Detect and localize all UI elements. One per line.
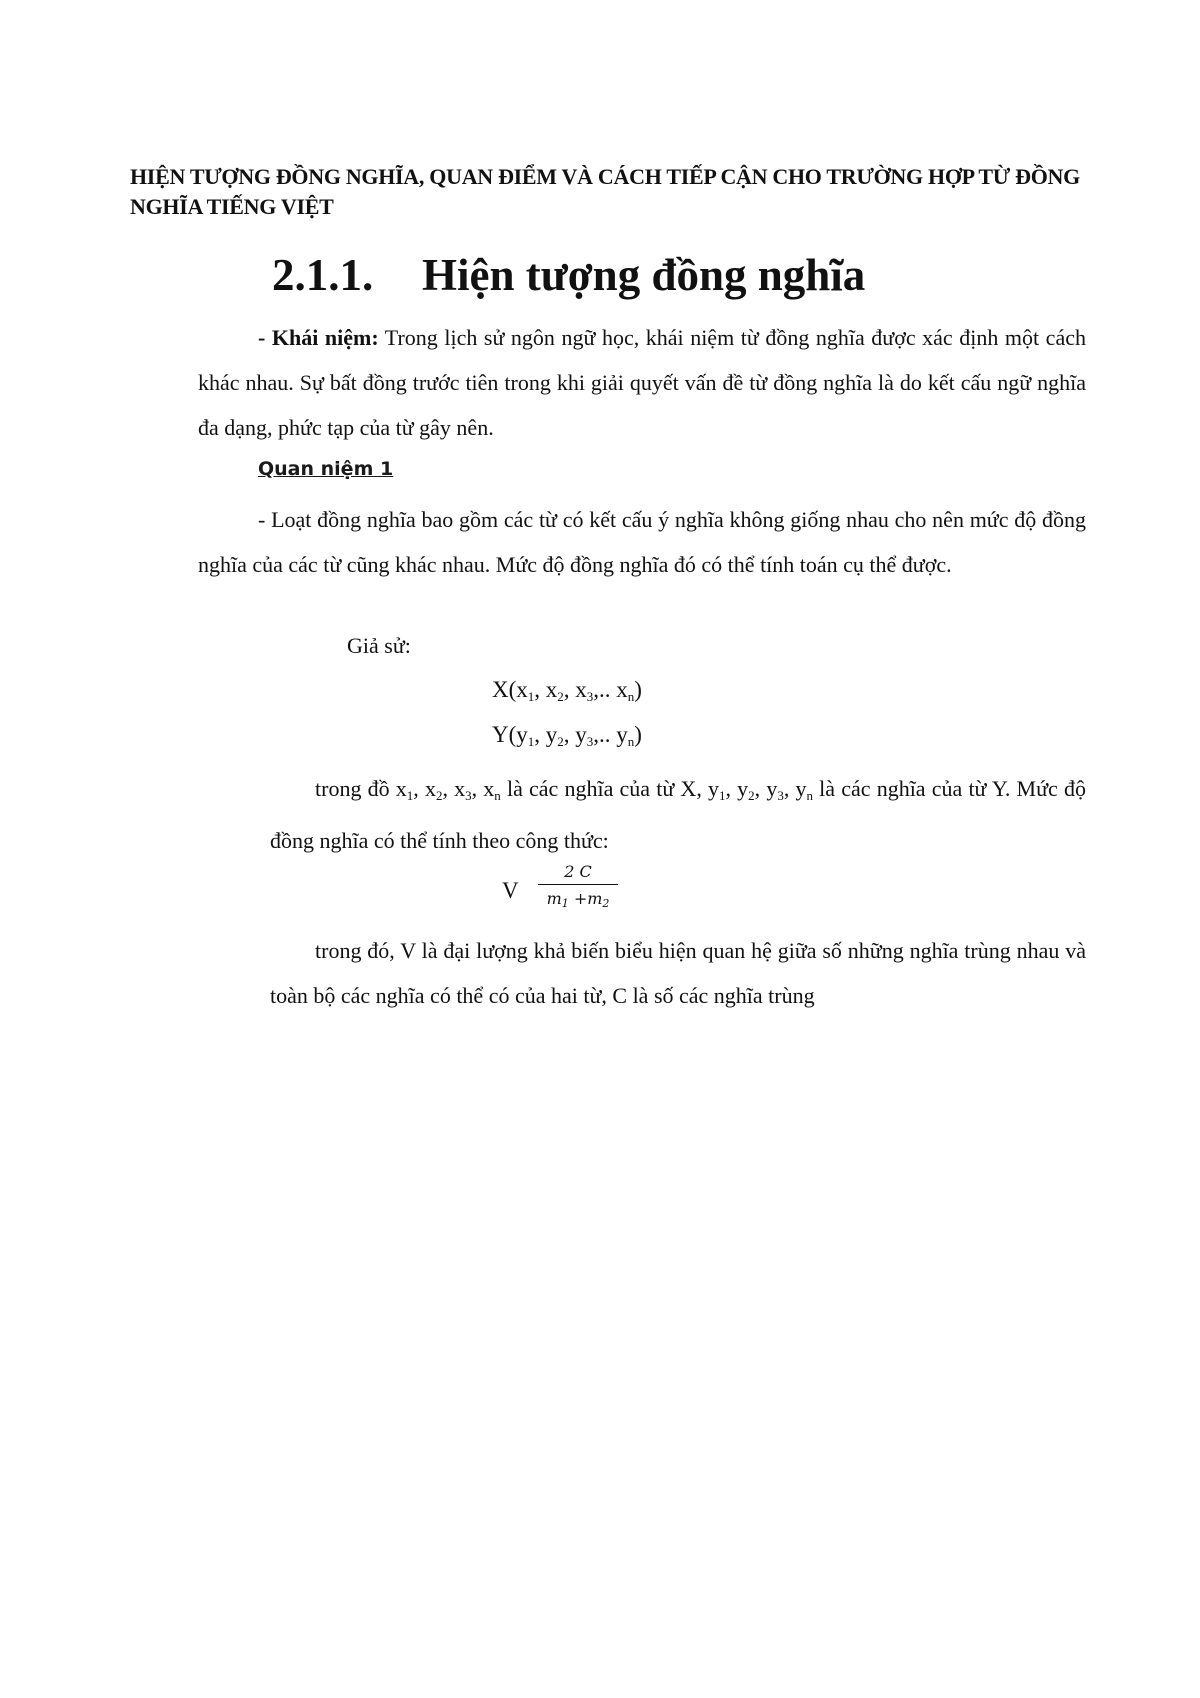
concept-label: - Khái niệm: [258, 325, 379, 350]
section-title: Hiện tượng đồng nghĩa [422, 250, 866, 300]
assumption-label: Giả sử: [347, 633, 411, 658]
variable-explanation-paragraph: trong đó, V là đại lượng khả biến biểu hiện quan hệ giữa số những nghĩa trùng nhau và toàn bộ các nghĩa có thể có của hai từ, C là số các nghĩa trùng [270, 938, 1086, 1008]
set-y-formula: $Y(y_1$, $y_2$, $y_3$,.. $y_n$) [492, 722, 642, 749]
formula-explanation-paragraph: trong đồ $x_1$, $x_2$, $x_3$, $x_n$ là các nghĩa của từ X, $y_1$, $y_2$, $y_3$, $y_n$ là các nghĩa của từ Y. Mức độ đồng nghĩa có thể tính theo công thức: [270, 776, 1086, 853]
fraction-denominator: $m_1 +m_2$ [546, 889, 610, 910]
view-1-heading: Quan niệm 1 [258, 458, 394, 480]
view-1-paragraph: - Loạt đồng nghĩa bao gồm các từ có kết cấu ý nghĩa không giống nhau cho nên mức độ đồng nghĩa của các từ cũng khác nhau. Mức độ đồng nghĩa đó có thể tính toán cụ thể được. [198, 507, 1086, 577]
concept-paragraph [198, 315, 1086, 450]
section-heading [272, 248, 865, 302]
formula-lhs: V [502, 878, 519, 903]
fraction-numerator: 2 C [538, 862, 618, 885]
document-title: HIỆN TƯỢNG ĐỒNG NGHĨA, QUAN ĐIỂM VÀ CÁCH TIẾP CẬN CHO TRƯỜNG HỢP TỪ ĐỒNG NGHĨA TIẾNG VIỆT [130, 164, 1080, 219]
concept-text: Trong lịch sử ngôn ngữ học, khái niệm từ đồng nghĩa được xác định một cách khác nhau. Sự bất đồng trước tiên trong khi giải quyết vấn đề từ đồng nghĩa là do kết cấu ngữ nghĩa đa dạng, phức tạp của từ gây nên. [198, 325, 1086, 440]
section-number: 2.1.1. [272, 250, 374, 300]
set-x-formula: $X(x_1$, $x_2$, $x_3$,.. $x_n$) [492, 677, 642, 704]
synonymy-fraction [538, 862, 618, 910]
